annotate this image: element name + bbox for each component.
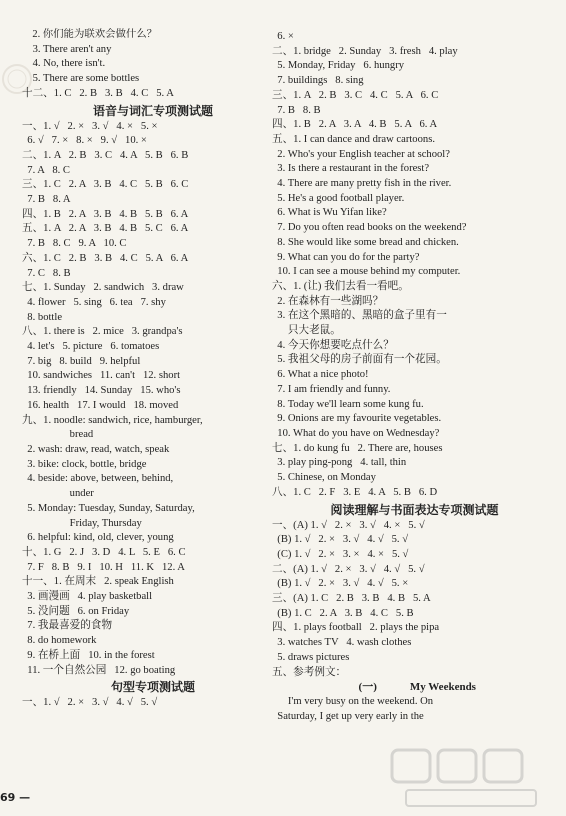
answer-line: 五、1. A 2. A 3. B 4. B 5. C 6. A: [22, 223, 189, 235]
answer-line: 3. 画漫画 4. play basketball: [22, 591, 153, 603]
answer-line: (B) 1. √ 2. × 3. √ 4. √ 5. √: [272, 534, 409, 546]
answer-line: 3. There aren't any: [22, 43, 112, 55]
answer-line: 4. flower 5. sing 6. tea 7. shy: [22, 296, 166, 308]
answer-line: 3. 在这个黑暗的、黑暗的盒子里有一: [272, 310, 447, 322]
answer-line: 八、1. C 2. F 3. E 4. A 5. B 6. D: [272, 486, 438, 498]
right-column: [272, 30, 557, 724]
answer-line: 一、1. √ 2. × 3. √ 4. × 5. ×: [22, 120, 158, 132]
answer-line: 8. bottle: [22, 311, 63, 323]
answer-line: 4. 今天你想要吃点什么？: [272, 339, 394, 351]
answer-line: 一、1. √ 2. × 3. √ 4. √ 5. √: [22, 697, 158, 709]
answer-line: 16. health 17. I would 18. moved: [22, 399, 179, 411]
section-heading: 语音与词汇专项测试题: [92, 103, 213, 118]
answer-line: 8. do homework: [22, 635, 97, 647]
answer-line: 7. Do you often read books on the weekend?: [272, 222, 467, 234]
answer-line: 7. F 8. B 9. I 10. H 11. K 12. A: [22, 561, 185, 573]
answer-line: 7. buildings 8. sing: [272, 75, 364, 87]
answer-line: 5. 没问题 6. on Friday: [22, 605, 130, 617]
answer-line: 3. play ping-pong 4. tall, thin: [272, 457, 407, 469]
answer-line: 10. What do you have on Wednesday?: [272, 427, 440, 439]
answer-line: 一、(A) 1. √ 2. × 3. √ 4. × 5. √: [272, 519, 425, 531]
answer-line: 3. watches TV 4. wash clothes: [272, 637, 412, 649]
answer-line: 6. What a nice photo!: [272, 369, 369, 381]
answer-line: 5. Chinese, on Monday: [272, 472, 376, 484]
answer-line: 5. There are some bottles: [22, 73, 140, 85]
answer-line: 2. Who's your English teacher at school?: [272, 148, 450, 160]
answer-line: 三、1. C 2. A 3. B 4. C 5. B 6. C: [22, 179, 189, 191]
answer-line: 7. B 8. B: [272, 104, 321, 116]
answer-line: 5. 我祖父母的房子前面有一个花园。: [272, 354, 447, 366]
answer-line: 8. She would like some bread and chicken.: [272, 236, 459, 248]
answer-line: 三、(A) 1. C 2. B 3. B 4. B 5. A: [272, 593, 431, 605]
answer-line: 6. What is Wu Yifan like?: [272, 207, 387, 219]
answer-line: 5. Monday: Tuesday, Sunday, Saturday,: [22, 502, 195, 514]
section-heading: 句型专项测试题: [110, 680, 195, 695]
answer-line: 二、1. A 2. B 3. C 4. A 5. B 6. B: [22, 149, 189, 161]
answer-line: 5. He's a good football player.: [272, 192, 405, 204]
answer-line: 2. wash: draw, read, watch, speak: [22, 443, 170, 455]
answer-line: 四、1. plays football 2. plays the pipa: [272, 622, 440, 634]
answer-line: 十一、1. 在周末 2. speak English: [22, 576, 174, 588]
answer-line: 4. There are many pretty fish in the river.: [272, 178, 452, 190]
answer-line: 4. No, there isn't.: [22, 58, 106, 70]
essay-title: (一) My Weekends: [353, 681, 476, 694]
answer-line: 6. √ 7. × 8. × 9. √ 10. ×: [22, 135, 147, 147]
answer-line: 六、1. C 2. B 3. B 4. C 5. A 6. A: [22, 252, 189, 264]
answer-line: 9. Onions are my favourite vegetables.: [272, 413, 442, 425]
answer-line: 13. friendly 14. Sunday 15. who's: [22, 385, 181, 397]
answer-line: 十二、1. C 2. B 3. B 4. C 5. A: [22, 87, 174, 99]
section-heading: 阅读理解与书面表达专项测试题: [330, 502, 499, 517]
answer-line: 9. 在桥上面 10. in the forest: [22, 649, 155, 661]
answer-line: 7. A 8. C: [22, 164, 70, 176]
answer-line: 只大老鼠。: [272, 325, 341, 337]
page-number: 69 —: [0, 791, 31, 804]
answer-line: 四、1. B 2. A 3. A 4. B 5. A 6. A: [272, 119, 438, 131]
answer-line: 4. let's 5. picture 6. tomatoes: [22, 341, 160, 353]
answer-line: 10. I can see a mouse behind my computer.: [272, 266, 461, 278]
answer-line: 五、1. I can dance and draw cartoons.: [272, 133, 435, 145]
answer-line: 7. C 8. B: [22, 267, 71, 279]
answer-line: bread: [22, 429, 94, 441]
answer-line: 9. What can you do for the party?: [272, 251, 420, 263]
answer-line: 二、1. bridge 2. Sunday 3. fresh 4. play: [272, 45, 458, 57]
answer-line: 7. I am friendly and funny.: [272, 383, 391, 395]
answer-line: 7. B 8. A: [22, 194, 71, 206]
answer-line: 八、1. there is 2. mice 3. grandpa's: [22, 326, 183, 338]
answer-line: 3. bike: clock, bottle, bridge: [22, 458, 147, 470]
watermark-logo-icon: [386, 742, 556, 812]
answer-line: I'm very busy on the weekend. On: [272, 695, 434, 707]
answer-line: 7. B 8. C 9. A 10. C: [22, 238, 127, 250]
answer-line: 九、1. noodle: sandwich, rice, hamburger,: [22, 414, 203, 426]
answer-line: 十、1. G 2. J 3. D 4. L 5. E 6. C: [22, 546, 186, 558]
answer-line: (B) 1. C 2. A 3. B 4. C 5. B: [272, 607, 414, 619]
answer-line: (C) 1. √ 2. × 3. × 4. × 5. √: [272, 548, 409, 560]
answer-line: 七、1. do kung fu 2. There are, houses: [272, 442, 443, 454]
answer-line: 五、参考例文：: [272, 666, 347, 678]
answer-line: 7. big 8. build 9. helpful: [22, 355, 141, 367]
answer-line: 8. Today we'll learn some kung fu.: [272, 398, 424, 410]
answer-line: 七、1. Sunday 2. sandwich 3. draw: [22, 282, 184, 294]
answer-line: 4. beside: above, between, behind,: [22, 473, 174, 485]
answer-line: 6. helpful: kind, old, clever, young: [22, 532, 174, 544]
answer-line: 六、1. (让) 我们去看一看吧。: [272, 280, 409, 292]
answer-line: Saturday, I get up very early in the: [272, 710, 424, 722]
answer-line: under: [22, 488, 94, 500]
left-column: [22, 28, 284, 711]
answer-line: 2. 在森林有一些湖吗？: [272, 295, 384, 307]
answer-line: 6. ×: [272, 31, 294, 42]
answer-line: 三、1. A 2. B 3. C 4. C 5. A 6. C: [272, 89, 439, 101]
answer-line: 5. draws pictures: [272, 651, 350, 663]
answer-line: 3. Is there a restaurant in the forest?: [272, 163, 430, 175]
answer-line: 10. sandwiches 11. can't 12. short: [22, 370, 181, 382]
answer-line: 2. 你们能为联欢会做什么？: [22, 29, 158, 40]
answer-line: 5. Monday, Friday 6. hungry: [272, 60, 405, 72]
answer-line: 二、(A) 1. √ 2. × 3. √ 4. √ 5. √: [272, 563, 425, 575]
answer-line: (B) 1. √ 2. × 3. √ 4. √ 5. ×: [272, 578, 409, 590]
answer-line: 四、1. B 2. A 3. B 4. B 5. B 6. A: [22, 208, 189, 220]
answer-line: 11. 一个自然公园 12. go boating: [22, 664, 176, 676]
answer-line: Friday, Thursday: [22, 517, 142, 529]
answer-line: 7. 我最喜爱的食物: [22, 620, 113, 632]
